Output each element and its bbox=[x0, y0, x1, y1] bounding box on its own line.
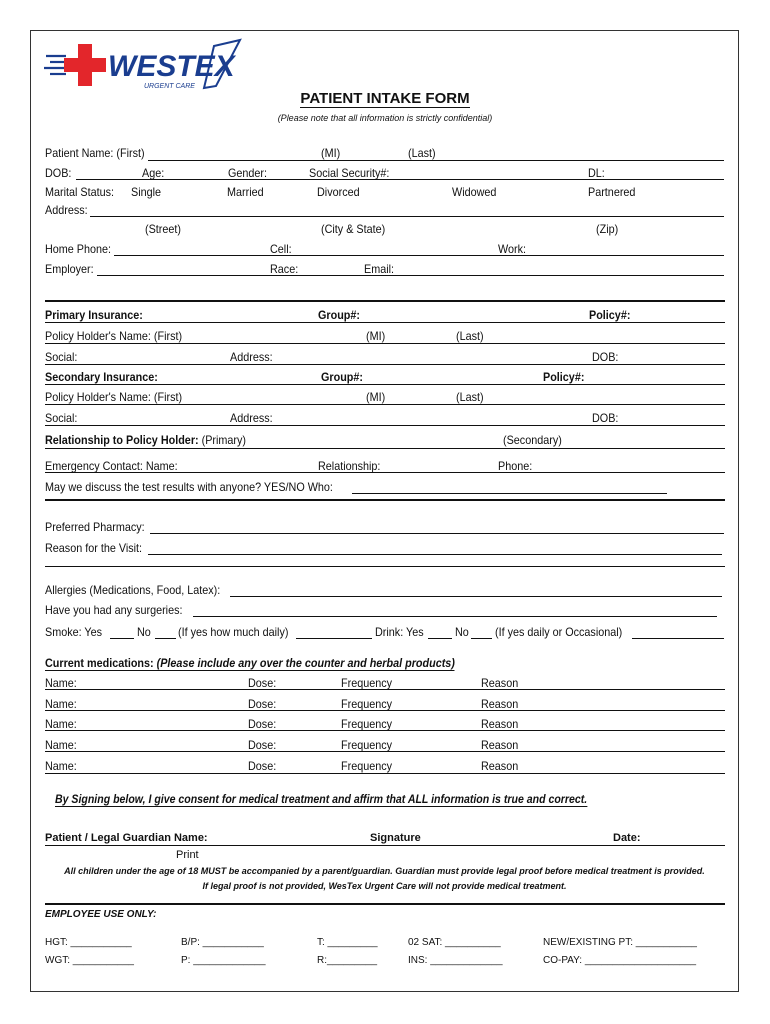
smoke-how-label: (If yes how much daily) bbox=[178, 625, 289, 639]
relationship-label: Relationship to Policy Holder: bbox=[45, 433, 199, 447]
med-reason-label: Reason bbox=[481, 676, 519, 690]
med-dose-label: Dose: bbox=[248, 759, 277, 773]
employer-label: Employer: bbox=[45, 262, 94, 276]
section-divider-3 bbox=[45, 566, 725, 567]
emergency-line[interactable] bbox=[45, 472, 725, 473]
respiration-field[interactable]: R:_________ bbox=[317, 955, 378, 966]
allergies-line[interactable] bbox=[230, 596, 722, 597]
emergency-relationship-label: Relationship: bbox=[318, 459, 381, 473]
emergency-phone-label: Phone: bbox=[498, 459, 533, 473]
dob-label: DOB: bbox=[45, 166, 72, 180]
patient-mi-label: (MI) bbox=[321, 146, 341, 160]
new-existing-field[interactable]: NEW/EXISTING PT: ___________ bbox=[543, 937, 697, 948]
primary-insurance-label: Primary Insurance: bbox=[45, 308, 143, 322]
primary-holder-line[interactable] bbox=[45, 343, 725, 344]
secondary-holder-mi: (MI) bbox=[366, 390, 386, 404]
drink-yes-label: Drink: Yes bbox=[375, 625, 424, 639]
street-label: (Street) bbox=[145, 222, 182, 236]
primary-address-label: Address: bbox=[230, 350, 273, 364]
med-reason-label: Reason bbox=[481, 717, 519, 731]
secondary-insurance-line[interactable] bbox=[45, 384, 725, 385]
secondary-social-label: Social: bbox=[45, 411, 78, 425]
med-dose-label: Dose: bbox=[248, 697, 277, 711]
phone-line[interactable] bbox=[114, 255, 724, 256]
smoke-yes-line[interactable] bbox=[110, 638, 134, 639]
dob-line[interactable] bbox=[76, 179, 724, 180]
medications-header: Current medications: (Please include any over the counter and herbal products) bbox=[45, 656, 455, 670]
form-title: PATIENT INTAKE FORM bbox=[300, 90, 470, 107]
visit-reason-line[interactable] bbox=[148, 554, 722, 555]
med-frequency-label: Frequency bbox=[341, 759, 393, 773]
copay-field[interactable]: CO-PAY: ____________________ bbox=[543, 955, 697, 966]
med-line[interactable] bbox=[45, 730, 725, 731]
print-label: Print bbox=[176, 849, 199, 861]
secondary-holder-last: (Last) bbox=[456, 390, 484, 404]
med-frequency-label: Frequency bbox=[341, 738, 393, 752]
section-divider bbox=[45, 300, 725, 302]
marital-status-label: Marital Status: bbox=[45, 185, 115, 199]
med-reason-label: Reason bbox=[481, 738, 519, 752]
work-label: Work: bbox=[498, 242, 527, 256]
drink-how-label: (If yes daily or Occasional) bbox=[495, 625, 623, 639]
wgt-field[interactable]: WGT: ___________ bbox=[45, 955, 134, 966]
city-state-label: (City & State) bbox=[321, 222, 386, 236]
med-frequency-label: Frequency bbox=[341, 676, 393, 690]
med-frequency-label: Frequency bbox=[341, 717, 393, 731]
med-reason-label: Reason bbox=[481, 697, 519, 711]
drink-no-label: No bbox=[455, 625, 469, 639]
primary-insurance-line[interactable] bbox=[45, 322, 725, 323]
primary-policy-label: Policy#: bbox=[589, 308, 631, 322]
marital-divorced[interactable]: Divorced bbox=[317, 185, 360, 199]
age-label: Age: bbox=[142, 166, 165, 180]
relationship-primary[interactable]: (Primary) bbox=[201, 433, 247, 447]
form-subtitle: (Please note that all information is strictly confidential) bbox=[277, 113, 493, 123]
visit-reason-label: Reason for the Visit: bbox=[45, 541, 143, 555]
drink-yes-line[interactable] bbox=[428, 638, 452, 639]
primary-group-label: Group#: bbox=[318, 308, 361, 322]
allergies-label: Allergies (Medications, Food, Latex): bbox=[45, 583, 221, 597]
drink-how-line[interactable] bbox=[632, 638, 724, 639]
medications-note: (Please include any over the counter and herbal products) bbox=[156, 656, 455, 670]
ins-field[interactable]: INS: _____________ bbox=[408, 955, 503, 966]
o2-sat-field[interactable]: 02 SAT: __________ bbox=[408, 937, 501, 948]
minor-notice: All children under the age of 18 MUST be accompanied by a parent/guardian. Guardian must provide legal proof before medical treatment is provided. bbox=[64, 866, 705, 876]
med-name-label: Name: bbox=[45, 738, 77, 752]
secondary-group-label: Group#: bbox=[321, 370, 364, 384]
relationship-row bbox=[45, 433, 246, 447]
employee-use-header: EMPLOYEE USE ONLY: bbox=[45, 909, 157, 920]
med-reason-label: Reason bbox=[481, 759, 519, 773]
ssn-label: Social Security#: bbox=[309, 166, 390, 180]
temperature-field[interactable]: T: _________ bbox=[317, 937, 378, 948]
med-dose-label: Dose: bbox=[248, 676, 277, 690]
med-line[interactable] bbox=[45, 689, 725, 690]
secondary-dob-label: DOB: bbox=[592, 411, 619, 425]
marital-single[interactable]: Single bbox=[131, 185, 162, 199]
med-line[interactable] bbox=[45, 751, 725, 752]
speed-lines bbox=[44, 56, 66, 74]
med-name-label: Name: bbox=[45, 759, 77, 773]
section-divider-2 bbox=[45, 499, 725, 501]
med-dose-label: Dose: bbox=[248, 717, 277, 731]
relationship-secondary[interactable]: (Secondary) bbox=[503, 433, 562, 447]
med-name-label: Name: bbox=[45, 676, 77, 690]
primary-holder-last: (Last) bbox=[456, 329, 484, 343]
secondary-policy-label: Policy#: bbox=[543, 370, 585, 384]
race-label: Race: bbox=[270, 262, 299, 276]
pulse-field[interactable]: P: _____________ bbox=[181, 955, 266, 966]
med-frequency-label: Frequency bbox=[341, 697, 393, 711]
primary-holder-label: Policy Holder's Name: (First) bbox=[45, 329, 183, 343]
smoke-no-line[interactable] bbox=[155, 638, 176, 639]
emergency-contact-label: Emergency Contact: Name: bbox=[45, 459, 178, 473]
med-line[interactable] bbox=[45, 710, 725, 711]
date-label: Date: bbox=[613, 832, 641, 844]
marital-partnered[interactable]: Partnered bbox=[588, 185, 636, 199]
gender-label: Gender: bbox=[228, 166, 268, 180]
med-line[interactable] bbox=[45, 773, 725, 774]
zip-label: (Zip) bbox=[596, 222, 619, 236]
home-phone-label: Home Phone: bbox=[45, 242, 112, 256]
secondary-holder-line[interactable] bbox=[45, 404, 725, 405]
discuss-results-label: May we discuss the test results with anyone? YES/NO Who: bbox=[45, 480, 333, 494]
patient-last-label: (Last) bbox=[408, 146, 436, 160]
primary-social-label: Social: bbox=[45, 350, 78, 364]
med-name-label: Name: bbox=[45, 697, 77, 711]
email-label: Email: bbox=[364, 262, 395, 276]
hgt-field[interactable]: HGT: ___________ bbox=[45, 937, 132, 948]
smoke-no-label: No bbox=[137, 625, 151, 639]
smoke-how-line[interactable] bbox=[296, 638, 372, 639]
discuss-results-line[interactable] bbox=[352, 493, 667, 494]
address-line[interactable] bbox=[90, 216, 724, 217]
smoke-yes-label: Smoke: Yes bbox=[45, 625, 103, 639]
surgeries-line[interactable] bbox=[193, 616, 717, 617]
secondary-social-line[interactable] bbox=[45, 425, 725, 426]
marital-married[interactable]: Married bbox=[227, 185, 264, 199]
employee-divider bbox=[45, 903, 725, 905]
marital-widowed[interactable]: Widowed bbox=[452, 185, 497, 199]
signature-label: Signature bbox=[370, 832, 421, 844]
legal-proof-notice: If legal proof is not provided, WesTex Urgent Care will not provide medical treatment. bbox=[202, 881, 567, 891]
employer-line[interactable] bbox=[97, 275, 724, 276]
surgeries-label: Have you had any surgeries: bbox=[45, 603, 183, 617]
patient-first-name-label: Patient Name: (First) bbox=[45, 146, 145, 160]
dl-label: DL: bbox=[588, 166, 605, 180]
address-label: Address: bbox=[45, 203, 88, 217]
logo-tagline: URGENT CARE bbox=[144, 83, 195, 90]
primary-dob-label: DOB: bbox=[592, 350, 619, 364]
secondary-holder-label: Policy Holder's Name: (First) bbox=[45, 390, 183, 404]
logo-wordmark: WESTEX bbox=[108, 50, 235, 83]
westex-logo bbox=[44, 38, 244, 94]
relationship-line bbox=[45, 448, 725, 449]
guardian-name-label: Patient / Legal Guardian Name: bbox=[45, 832, 208, 844]
pharmacy-line[interactable] bbox=[150, 533, 724, 534]
signature-line[interactable] bbox=[45, 845, 725, 846]
patient-name-line[interactable] bbox=[148, 160, 724, 161]
cell-label: Cell: bbox=[270, 242, 292, 256]
cross-icon bbox=[64, 44, 106, 86]
med-dose-label: Dose: bbox=[248, 738, 277, 752]
drink-no-line[interactable] bbox=[471, 638, 492, 639]
primary-holder-mi: (MI) bbox=[366, 329, 386, 343]
secondary-address-label: Address: bbox=[230, 411, 273, 425]
pharmacy-label: Preferred Pharmacy: bbox=[45, 520, 145, 534]
bp-field[interactable]: B/P: ___________ bbox=[181, 937, 264, 948]
med-name-label: Name: bbox=[45, 717, 77, 731]
primary-social-line[interactable] bbox=[45, 364, 725, 365]
secondary-insurance-label: Secondary Insurance: bbox=[45, 370, 158, 384]
consent-statement: By Signing below, I give consent for medical treatment and affirm that ALL information is true and correct. bbox=[55, 792, 588, 806]
